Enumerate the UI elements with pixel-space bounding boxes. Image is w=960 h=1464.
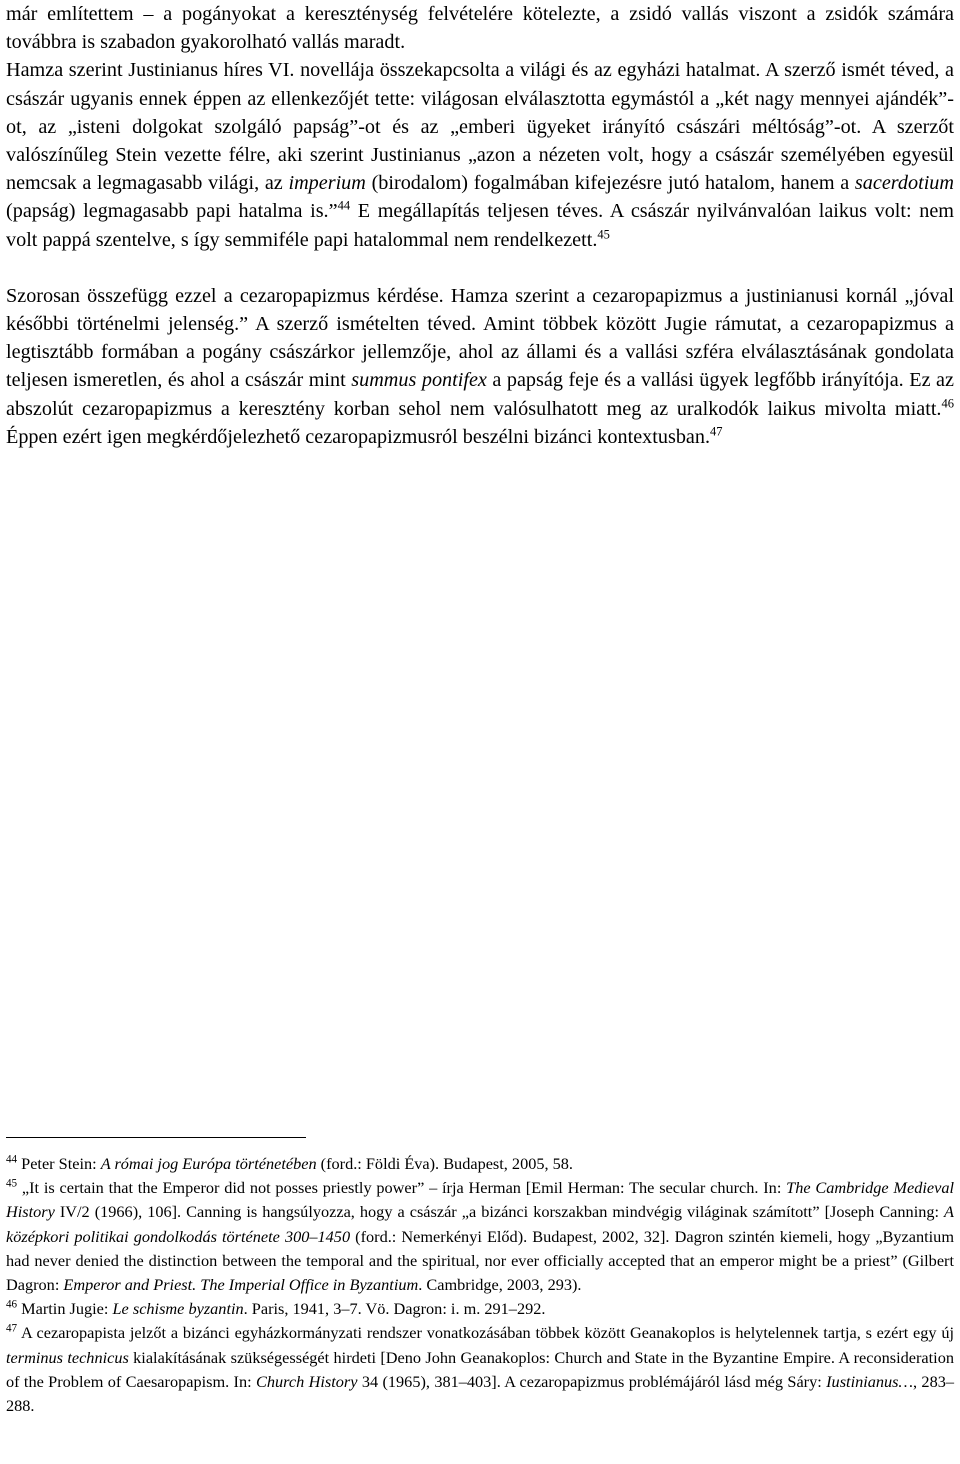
document-page <box>6 0 954 451</box>
footnote-number: 46 <box>6 1298 18 1311</box>
italic-term: imperium <box>288 172 366 195</box>
italic-term: The Cambridge Medieval History <box>6 1178 954 1222</box>
italic-term: Church History <box>256 1371 358 1391</box>
footnote-reference: 47 <box>710 424 723 439</box>
footnote-reference: 45 <box>597 226 610 241</box>
footnote-separator <box>6 1137 306 1138</box>
paragraph-2: Hamza szerint Justinianus híres VI. novellája összekapcsolta a világi és az egyházi hatalmat. A szerző ismét téved, a császár ugyanis ennek éppen az ellenkezőjét tette: világosan elválasztotta egymástól a „két nagy mennyei ajándék”-ot, az „isteni dolgokat szolgáló papság”-ot és az „emberi ügyeket irányító császári méltóság”-ot. A szerzőt valószínűleg Stein vezette félre, aki szerint Justinianus „azon a nézeten volt, hogy a császár személyében egyesül nemcsak a legmagasabb világi, az imperium (birodalom) fogalmában kifejezésre jutó hatalom, hanem a sacerdotium (papság) legmagasabb papi hatalma is.”$^{44}$ E megállapítás teljesen téves. A császár nyilvánvalóan laikus volt: nem volt pappá szentelve, s így semmiféle papi hatalommal nem rendelkezett.$^{45}$ <box>6 59 955 251</box>
italic-term: A középkori politikai gondolkodás története 300–1450 <box>6 1202 954 1246</box>
footnote-45 <box>6 1176 954 1297</box>
footnote-number: 45 <box>6 1177 18 1190</box>
footnote-46 <box>6 1297 954 1321</box>
footnote-44 <box>6 1152 954 1176</box>
italic-term: Iustinianus… <box>826 1371 913 1391</box>
body-text <box>6 0 954 451</box>
italic-term: Emperor and Priest. The Imperial Office in Byzantium <box>63 1275 419 1295</box>
italic-term: summus pontifex <box>351 369 487 392</box>
footnote-text: „It is certain that the Emperor did not posses priestly power” – írja Herman [Emil Herman: The secular church. In: The Cambridge Medieval History IV/2 (1966), 106]. Canning is hangsúlyozza, hogy a császár „a bizánci korszakban mindvégig világinak számított” [Joseph Canning: A középkori politikai gondolkodás története 300–1450 (ford.: Nemerkényi Előd). Budapest, 2002, 32]. Dagron szintén kiemeli, hogy „Byzantium had never denied the distinction between the temporal and the spiritual, nor ever officially accepted that an emperor might be a priest” (Gilbert Dagron: Emperor and Priest. The Imperial Office in Byzantium. Cambridge, 2003, 293). <box>6 1178 954 1295</box>
footnotes-section <box>6 1152 954 1418</box>
footnote-number: 47 <box>6 1322 18 1335</box>
italic-term: Le schisme byzantin <box>112 1299 244 1319</box>
paragraph-1: már említettem – a pogányokat a kereszténység felvételére kötelezte, a zsidó vallás viszont a zsidók számára továbbra is szabadon gyakorolható vallás maradt. <box>6 3 954 54</box>
italic-term: A római jog Európa történetében <box>100 1154 317 1173</box>
footnote-reference: 44 <box>337 198 351 213</box>
footnote-47 <box>6 1321 954 1418</box>
footnote-number: 44 <box>6 1153 18 1166</box>
footnote-text: A cezaropapista jelzőt a bizánci egyházkormányzati rendszer vonatkozásában többek között Geanakoplos is helytelennek tartja, s ezért egy új terminus technicus kialakításának szükségességét hirdeti [Deno John Geanakoplos: Church and State in the Byzantine Empire. A reconsideration of the Problem of Caesaropapism. In: Church History 34 (1965), 381–403]. A cezaropapizmus problémájáról lásd még Sáry: Iustinianus…, 283–288. <box>6 1323 954 1416</box>
paragraph-3: Szorosan összefügg ezzel a cezaropapizmus kérdése. Hamza szerint a cezaropapizmus a justinianusi kornál „jóval későbbi történelmi jelenség.” A szerző ismételten téved. Amint többek között Jugie rámutat, a cezaropapizmus a legtisztább formában a pogány császárkor jellemzője, ahol az állami és a vallási szféra elválasztásának gondolata teljesen ismeretlen, és ahol a császár mint summus pontifex a papság feje és a vallási ügyek legfőbb irányítója. Ez az abszolút cezaropapizmus a keresztény korban sehol nem valósulhatott meg az uralkodók laikus mivolta miatt.$^{46}$ Éppen ezért igen megkérdőjelezhető cezaropapizmusról beszélni bizánci kontextusban.$^{47}$ <box>6 284 954 448</box>
paragraph-gap <box>6 254 954 282</box>
footnote-text: Peter Stein: A római jog Európa történetében (ford.: Földi Éva). Budapest, 2005, 58. <box>17 1154 573 1173</box>
italic-term: terminus technicus <box>6 1347 129 1367</box>
italic-term: sacerdotium <box>854 172 954 195</box>
footnote-reference: 46 <box>941 395 954 410</box>
footnote-text: Martin Jugie: Le schisme byzantin. Paris, 1941, 3–7. Vö. Dagron: i. m. 291–292. <box>17 1299 546 1319</box>
